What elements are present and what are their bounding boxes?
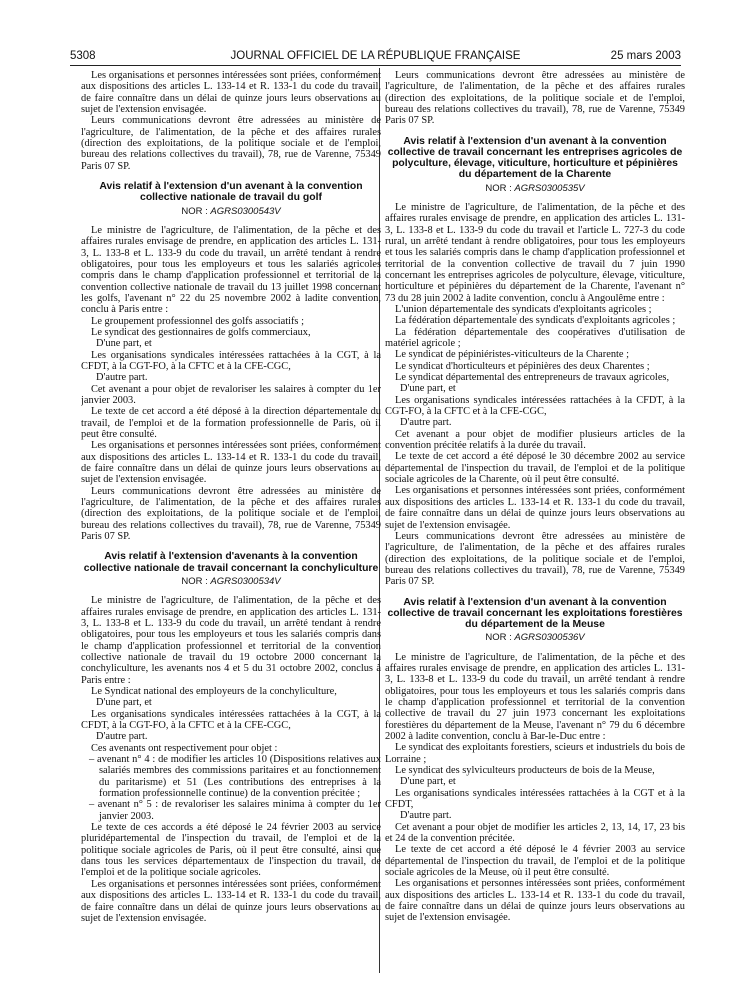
paragraph: D'une part, et (96, 697, 152, 709)
paragraph: Les organisations et personnes intéressées sont priées, conformément aux dispositions des articles L. 133-14 et R. 133-1 du code du travail, de faire connaître dans un délai de quinze jours leurs observations au sujet de l'extension envisagée. (385, 878, 685, 924)
paragraph: Cet avenant a pour objet de modifier les articles 2, 13, 14, 17, 23 bis et 24 de la convention précitée. (385, 821, 685, 845)
page-number: 5308 (70, 50, 96, 62)
paragraph: Le syndicat départemental des entrepreneurs de travaux agricoles, (395, 372, 670, 384)
paragraph: Le ministre de l'agriculture, de l'alimentation, de la pêche et des affaires rurales envisage de prendre, en application des articles L. 131-3, L. 133-8 et L. 133-9 du code du travail, un arrêté tendant à rendre obligatoires, pour tous les employeurs et tous les salariés agricoles compris dans le champ d'application professionnel et territorial de la convention collective nationale de travail du 13 juillet 1998 concernant les golfs, l'avenant n° 22 du 25 novembre 2002 à ladite convention, conclu à Paris entre : (81, 224, 381, 316)
paragraph: Le ministre de l'agriculture, de l'alimentation, de la pêche et des affaires rurales envisage de prendre, en application des articles L. 131-3, L. 133-8 et L. 133-9 du code du travail et l'article L. 727-3 du code rural, un arrêté tendant à rendre obligatoires, pour tous les employeurs et tous les salariés compris dans le champ d'application professionnel et territorial de la convention collective de travail du 7 juin 1990 concernant les entreprises agricoles de polyculture, élevage, viticulture, horticulture et pépinières du département de la Charente, l'avenant n° 73 du 28 juin 2002 à ladite convention, conclu à Angoulême entre : (385, 201, 685, 304)
paragraph: Le texte de cet accord a été déposé le 30 décembre 2002 au service départemental de l'inspection du travail, de l'emploi et de la politique sociale agricoles de la Charente, où il peut être consulté. (385, 451, 685, 486)
paragraph: Les organisations syndicales intéressées rattachées à la CFDT, à la CGT-FO, à la CFTC et à la CFE-CGC, (385, 394, 685, 418)
notice-title: Avis relatif à l'extension d'un avenant à la convention collective de travail concernant les exploitations forestières du département de la Meuse (387, 596, 683, 630)
paragraph: Le ministre de l'agriculture, de l'alimentation, de la pêche et des affaires rurales envisage de prendre, en application des articles L. 131-3, L. 133-8 et L. 133-9 du code du travail, un arrêté tendant à rendre obligatoires, pour tous les employeurs et tous les salariés compris dans le champ d'application professionnel et territorial de la convention collective nationale de travail du 19 octobre 2000 concernant la conchyliculture, les avenants nos 4 et 5 du 31 octobre 2002, conclus à Paris entre : (81, 595, 381, 686)
paragraph: Ces avenants ont respectivement pour objet : (91, 742, 278, 754)
paragraph: D'autre part. (400, 810, 452, 822)
nor-reference: NOR : AGRS0300535V (485, 182, 585, 194)
paragraph: La fédération départementale des syndicats d'exploitants agricoles ; (395, 315, 676, 327)
paragraph: Les organisations syndicales intéressées rattachées à la CGT, à la CFDT, à la CGT-FO, à la CFTC et à la CFE-CGC, (81, 349, 381, 372)
paragraph: Leurs communications devront être adressées au ministère de l'agriculture, de l'alimentation, de la pêche et des affaires rurales (direction des exploitations, de la politique sociale et de l'emploi, bureau des relations collectives du travail), 78, rue de Varenne, 75349 Paris 07 SP. (385, 70, 685, 127)
paragraph: Le syndicat des sylviculteurs producteurs de bois de la Meuse, (395, 764, 655, 776)
paragraph: Les organisations et personnes intéressées sont priées, conformément aux dispositions des articles L. 133-14 et R. 133-1 du code du travail, de faire connaître dans un délai de quinze jours leurs observations au sujet de l'extension envisagée. (385, 485, 685, 531)
notice-title: Avis relatif à l'extension d'un avenant à la convention collective de travail concernant les entreprises agricoles de polyculture, élevage, viticulture, horticulture et pépinières du département de la Charente (387, 135, 683, 181)
issue-date: 25 mars 2003 (610, 50, 681, 62)
paragraph: Le syndicat de pépiniéristes-viticulteurs de la Charente ; (395, 349, 629, 361)
paragraph: Le texte de cet accord a été déposé à la direction départementale du travail, de l'emploi et de la formation professionnelle de Paris, où il peut être consulté. (81, 406, 381, 441)
paragraph: Le Syndicat national des employeurs de la conchyliculture, (91, 685, 337, 697)
list-item: – avenant n° 4 : de modifier les articles 10 (Dispositions relatives aux salariés membres des commissions paritaires et au fonctionnement du paritarisme) et 51 (Les contributions des entreprises à la formation professionnelle continue) de la convention précitée ; (89, 754, 381, 800)
paragraph: Le texte de ces accords a été déposé le 24 février 2003 au service pluridépartemental de l'inspection du travail, de l'emploi et de la politique sociale agricoles de Paris, où il peut être consulté, ainsi que dans tous les services départementaux de l'inspection du travail, de l'emploi et de la politique sociale agricoles. (81, 822, 381, 879)
paragraph: Leurs communications devront être adressées au ministère de l'agriculture, de l'alimentation, de la pêche et des affaires rurales (direction des exploitations, de la politique sociale et de l'emploi, bureau des relations collectives du travail), 78, rue de Varenne, 75349 Paris 07 SP. (385, 530, 685, 588)
paragraph: Le ministre de l'agriculture, de l'alimentation, de la pêche et des affaires rurales envisage de prendre, en application des articles L. 131-3, L. 133-8 et L. 133-9 du code du travail, un arrêté tendant à rendre obligatoires, pour tous les employeurs et tous les salariés compris dans le champ d'application professionnel et territorial de la convention collective de travail du 27 juin 1973 concernant les exploitations forestières du département de la Meuse, l'avenant n° 79 du 6 décembre 2002 à ladite convention, conclu à Bar-le-Duc entre : (385, 651, 685, 742)
paragraph: Les organisations et personnes intéressées sont priées, conformément aux dispositions des articles L. 133-14 et R. 133-1 du code du travail, de faire connaître dans un délai de quinze jours leurs observations au sujet de l'extension envisagée. (81, 70, 381, 116)
list-item: – avenant n° 5 : de revaloriser les salaires minima à compter du 1er janvier 2003. (89, 799, 381, 822)
paragraph: Leurs communications devront être adressées au ministère de l'agriculture, de l'alimentation, de la pêche et des affaires rurales (direction des exploitations, de la politique sociale et de l'emploi, bureau des relations collectives du travail), 78, rue de Varenne, 75349 Paris 07 SP. (81, 485, 381, 543)
paragraph: Le syndicat des gestionnaires de golfs commerciaux, (91, 326, 311, 338)
paragraph: Cet avenant a pour objet de modifier plusieurs articles de la convention précitée relatifs à la durée du travail. (385, 428, 685, 452)
journal-title: JOURNAL OFFICIEL DE LA RÉPUBLIQUE FRANÇAISE (230, 50, 521, 62)
paragraph: Leurs communications devront être adressées au ministère de l'agriculture, de l'alimentation, de la pêche et des affaires rurales (direction des exploitations, de la politique sociale et de l'emploi, bureau des relations collectives du travail), 78, rue de Varenne, 75349 Paris 07 SP. (81, 115, 381, 172)
left-column (81, 70, 381, 975)
notice-title: Avis relatif à l'extension d'un avenant à la convention collective nationale de travail du golf (99, 181, 363, 204)
paragraph: D'autre part. (96, 372, 148, 384)
paragraph: L'union départementale des syndicats d'exploitants agricoles ; (395, 303, 652, 315)
notice-title: Avis relatif à l'extension d'avenants à la convention collective nationale de travail concernant la conchyliculture (83, 551, 379, 574)
paragraph: Le syndicat d'horticulteurs et pépinières des deux Charentes ; (395, 360, 650, 372)
paragraph: Le texte de cet accord a été déposé le 4 février 2003 au service départemental de l'inspection du travail, de l'emploi et de la politique sociale agricoles de la Meuse, où il peut être consulté. (385, 844, 685, 879)
paragraph: Les organisations et personnes intéressées sont priées, conformément aux dispositions des articles L. 133-14 et R. 133-1 du code du travail, de faire connaître dans un délai de quinze jours leurs observations au sujet de l'extension envisagée. (81, 878, 381, 924)
paragraph: Les organisations et personnes intéressées sont priées, conformément aux dispositions des articles L. 133-14 et R. 133-1 du code du travail, de faire connaître dans un délai de quinze jours leurs observations au sujet de l'extension envisagée. (81, 440, 381, 486)
right-column (385, 70, 685, 975)
paragraph: Le syndicat des exploitants forestiers, scieurs et industriels du bois de Lorraine ; (385, 742, 685, 765)
paragraph: Cet avenant a pour objet de revaloriser les salaires à compter du 1er janvier 2003. (81, 383, 381, 406)
header-rule (70, 65, 681, 66)
paragraph: Les organisations syndicales intéressées rattachées à la CGT, à la CFDT, à la CGT-FO, à la CFTC et à la CFE-CGC, (81, 708, 381, 731)
paragraph: D'autre part. (96, 731, 148, 743)
paragraph: Les organisations syndicales intéressées rattachées à la CGT et à la CFDT, (385, 787, 685, 810)
nor-reference: NOR : AGRS0300536V (485, 632, 585, 644)
paragraph: D'une part, et (96, 338, 152, 350)
paragraph: D'autre part. (400, 417, 452, 429)
paragraph: D'une part, et (400, 383, 456, 395)
paragraph: La fédération départementale des coopératives d'utilisation de matériel agricole ; (385, 326, 685, 349)
nor-reference: NOR : AGRS0300543V (181, 205, 281, 217)
nor-reference: NOR : AGRS0300534V (181, 575, 281, 587)
paragraph: Le groupement professionnel des golfs associatifs ; (91, 315, 304, 327)
paragraph: D'une part, et (400, 776, 456, 788)
